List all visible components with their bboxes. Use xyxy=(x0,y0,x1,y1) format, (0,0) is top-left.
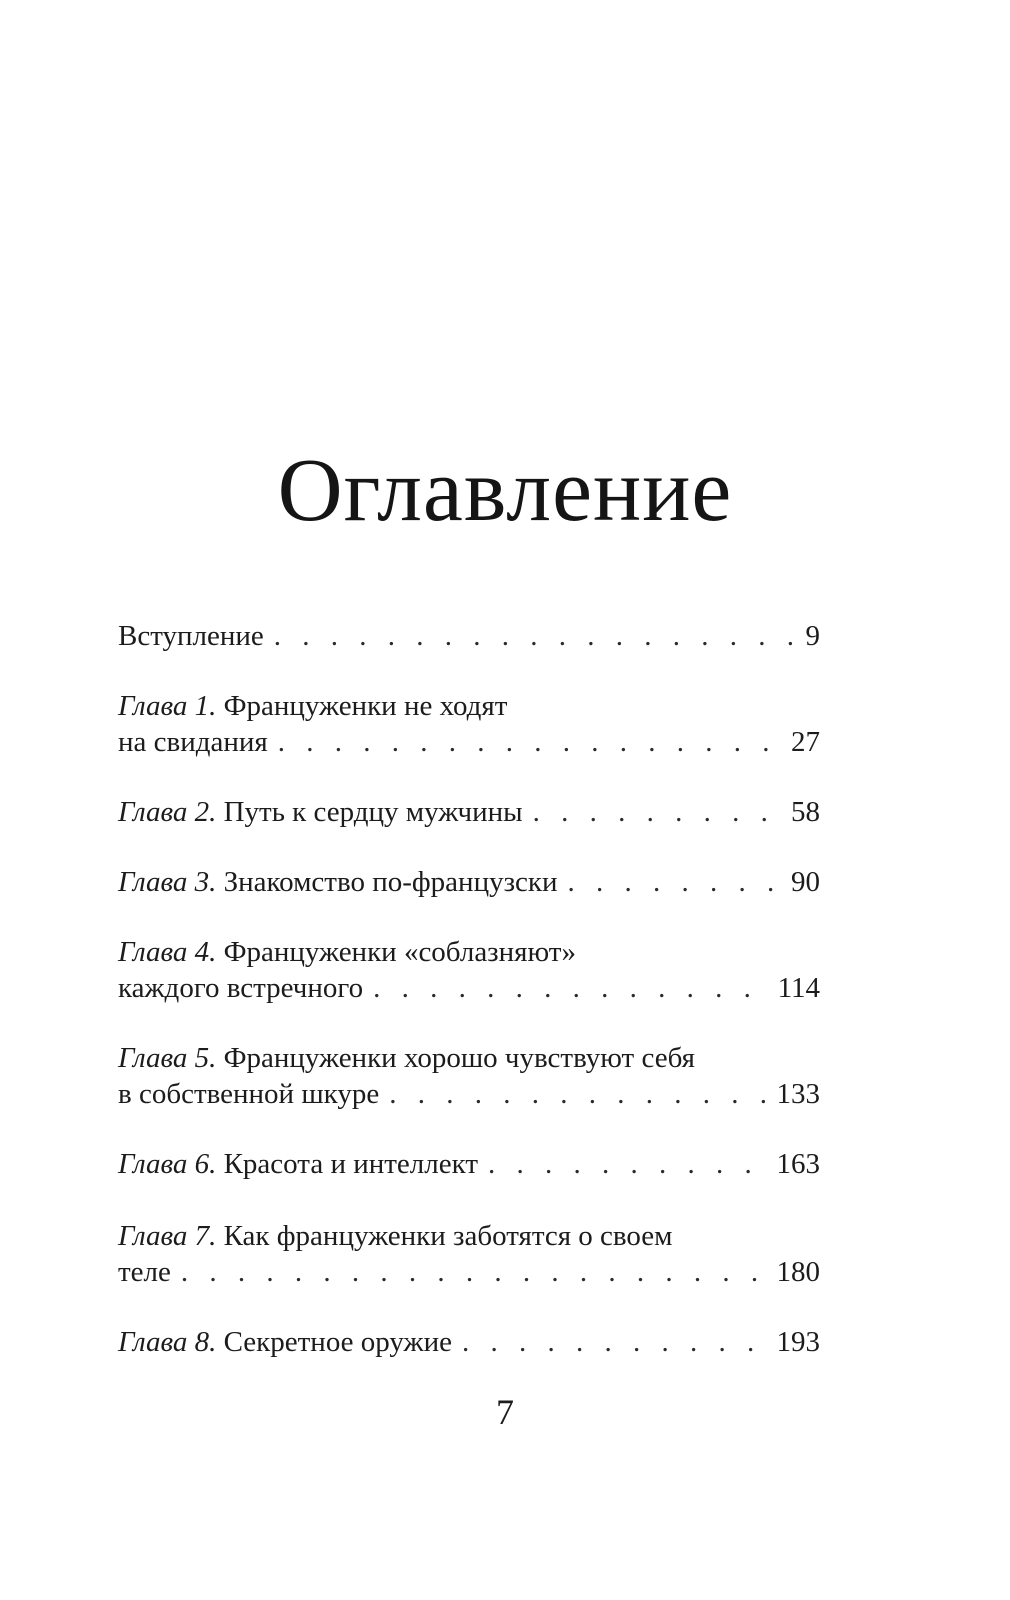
toc-page-number: 9 xyxy=(805,620,820,652)
toc-line xyxy=(118,618,820,654)
toc-line xyxy=(118,1218,820,1254)
dot-leader xyxy=(389,1076,768,1112)
chapter-number: Глава 7. xyxy=(118,1220,217,1252)
toc-line xyxy=(118,1040,820,1076)
toc-line xyxy=(118,970,820,1006)
chapter-number: Глава 6. xyxy=(118,1148,217,1180)
chapter-number: Глава 3. xyxy=(118,866,217,898)
toc-page-number: 114 xyxy=(777,972,820,1004)
toc-line xyxy=(118,688,820,724)
dot-leader xyxy=(488,1146,769,1182)
toc-entry-chapter-2 xyxy=(118,794,820,830)
toc-page-number: 193 xyxy=(776,1326,820,1358)
toc-entry-introduction xyxy=(118,618,820,654)
dot-leader xyxy=(181,1254,769,1290)
toc-entry-title: Француженки «соблазняют» xyxy=(223,936,576,968)
toc-entry-chapter-3 xyxy=(118,864,820,900)
toc-entry-title-continued: на свидания xyxy=(118,726,268,758)
page-title: Оглавление xyxy=(277,441,733,540)
chapter-number: Глава 2. xyxy=(118,796,217,828)
toc-page-number: 180 xyxy=(776,1256,820,1288)
toc-entry-chapter-6 xyxy=(118,1146,820,1182)
toc-entry-title-continued: в собственной шкуре xyxy=(118,1078,380,1110)
toc-entry-title: Путь к сердцу мужчины xyxy=(223,796,523,828)
dot-leader xyxy=(462,1324,769,1360)
toc-line xyxy=(118,1146,820,1182)
page-number: 7 xyxy=(496,1392,514,1432)
chapter-number: Глава 1. xyxy=(118,690,217,722)
toc-entry-title: Француженки хорошо чувствуют себя xyxy=(223,1042,695,1074)
toc-line xyxy=(118,1254,820,1290)
toc-line xyxy=(118,724,820,760)
toc-entry-title: Знакомство по-французски xyxy=(223,866,558,898)
toc-entry-title: Секретное оружие xyxy=(223,1326,452,1358)
toc-entry-title-continued: теле xyxy=(118,1256,171,1288)
dot-leader xyxy=(274,618,798,654)
dot-leader xyxy=(568,864,783,900)
toc-line xyxy=(118,794,820,830)
toc-entry-chapter-4 xyxy=(118,934,820,1006)
dot-leader xyxy=(278,724,783,760)
toc-entry-title: Вступление xyxy=(118,620,264,652)
toc-entry-title: Красота и интеллект xyxy=(223,1148,478,1180)
chapter-number: Глава 4. xyxy=(118,936,217,968)
toc-entry-title-continued: каждого встречного xyxy=(118,972,364,1004)
dot-leader xyxy=(533,794,783,830)
toc-page-number: 133 xyxy=(776,1078,820,1110)
toc-entry-title: Как француженки заботятся о своем xyxy=(223,1220,673,1252)
toc-entry-chapter-1 xyxy=(118,688,820,760)
toc-page-number: 90 xyxy=(791,866,820,898)
toc-page-number: 163 xyxy=(776,1148,820,1180)
toc-entry-chapter-8 xyxy=(118,1324,820,1360)
toc-line xyxy=(118,934,820,970)
toc-page-number: 27 xyxy=(791,726,820,758)
toc-entry-title: Француженки не ходят xyxy=(223,690,508,722)
toc-line xyxy=(118,1324,820,1360)
toc-line xyxy=(118,1076,820,1112)
chapter-number: Глава 5. xyxy=(118,1042,217,1074)
chapter-number: Глава 8. xyxy=(118,1326,217,1358)
toc-entry-chapter-7 xyxy=(118,1218,820,1290)
toc-line xyxy=(118,864,820,900)
dot-leader xyxy=(373,970,769,1006)
toc-page-number: 58 xyxy=(791,796,820,828)
table-of-contents xyxy=(118,0,820,1600)
toc-entry-chapter-5 xyxy=(118,1040,820,1112)
